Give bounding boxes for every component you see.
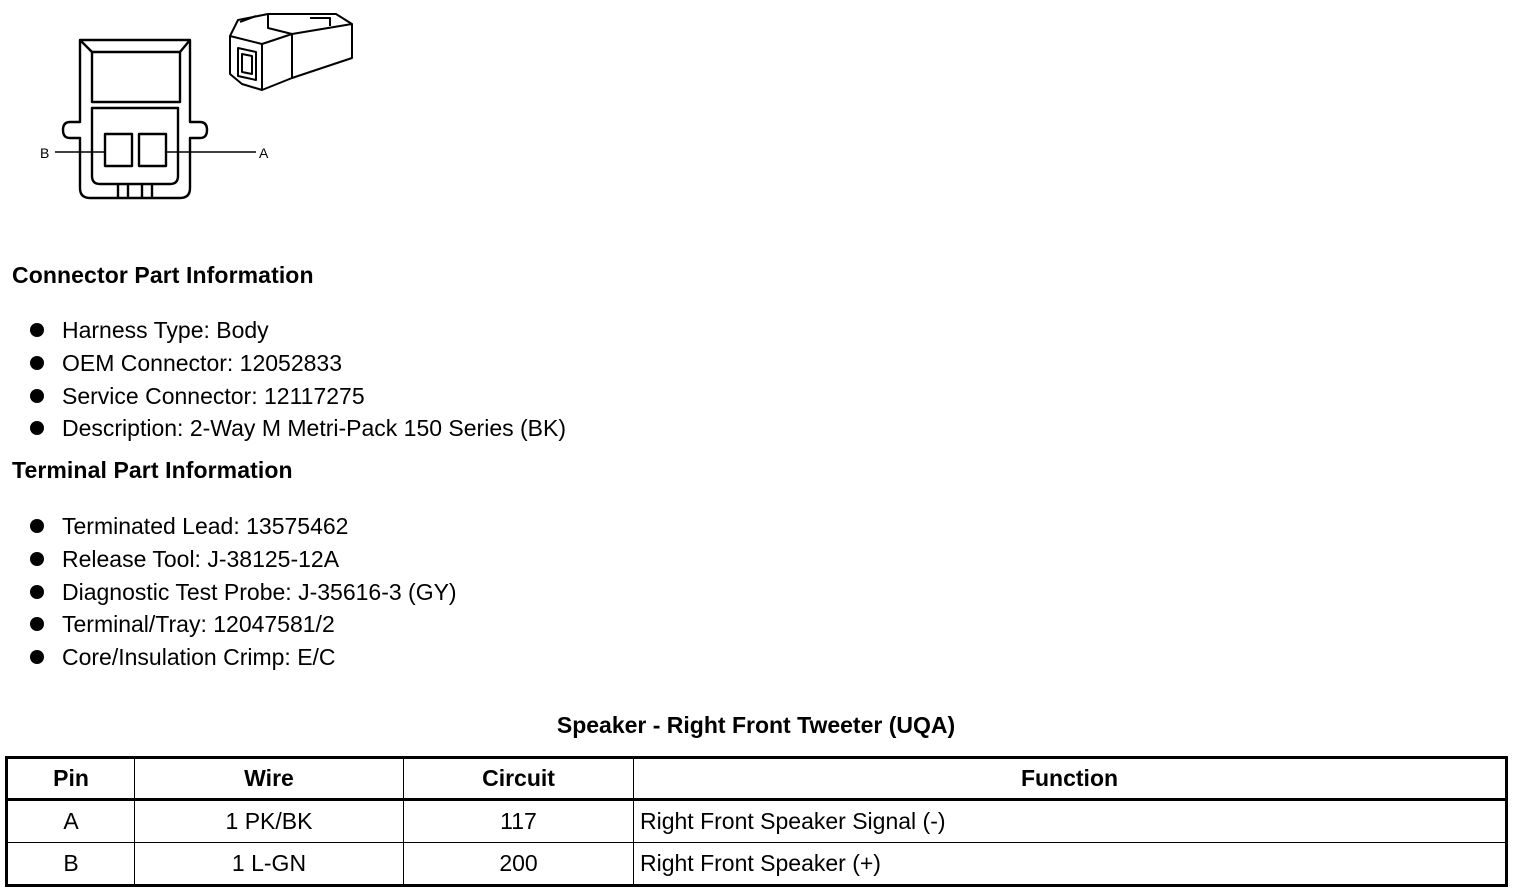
header-pin: Pin bbox=[7, 758, 135, 800]
table-header-row bbox=[7, 758, 1507, 800]
bullet-icon bbox=[30, 585, 44, 599]
cell-circuit: 200 bbox=[404, 843, 634, 886]
list-item: Description: 2-Way M Metri-Pack 150 Series (BK) bbox=[0, 412, 566, 445]
list-item: OEM Connector: 12052833 bbox=[0, 347, 566, 380]
list-item: Harness Type: Body bbox=[0, 314, 566, 347]
cell-pin: A bbox=[7, 800, 135, 843]
bullet-icon bbox=[30, 389, 44, 403]
header-function: Function bbox=[634, 758, 1507, 800]
cell-pin: B bbox=[7, 843, 135, 886]
cell-wire: 1 L-GN bbox=[135, 843, 404, 886]
cell-circuit: 117 bbox=[404, 800, 634, 843]
header-circuit: Circuit bbox=[404, 758, 634, 800]
pin-label-b: B bbox=[40, 145, 50, 161]
list-item: Terminal/Tray: 12047581/2 bbox=[0, 608, 457, 641]
bullet-icon bbox=[30, 519, 44, 533]
connector-isometric-view bbox=[230, 14, 352, 90]
bullet-icon bbox=[30, 552, 44, 566]
table-title: Speaker - Right Front Tweeter (UQA) bbox=[556, 712, 956, 738]
list-item: Core/Insulation Crimp: E/C bbox=[0, 641, 457, 674]
cell-function: Right Front Speaker Signal (-) bbox=[634, 800, 1507, 843]
table-row bbox=[7, 843, 1507, 886]
cell-wire: 1 PK/BK bbox=[135, 800, 404, 843]
connector-face-view bbox=[55, 40, 256, 198]
connector-part-info-list bbox=[0, 314, 566, 445]
bullet-icon bbox=[30, 650, 44, 664]
list-item: Diagnostic Test Probe: J-35616-3 (GY) bbox=[0, 576, 457, 609]
terminal-part-info-heading: Terminal Part Information bbox=[12, 457, 293, 483]
cell-function: Right Front Speaker (+) bbox=[634, 843, 1507, 886]
bullet-icon bbox=[30, 323, 44, 337]
pin-table bbox=[5, 756, 1508, 887]
connector-part-info-heading: Connector Part Information bbox=[12, 262, 314, 288]
bullet-icon bbox=[30, 617, 44, 631]
pin-label-a: A bbox=[259, 145, 269, 161]
terminal-part-info-list bbox=[0, 510, 457, 674]
connector-illustration bbox=[0, 0, 400, 220]
bullet-icon bbox=[30, 356, 44, 370]
bullet-icon bbox=[30, 421, 44, 435]
header-wire: Wire bbox=[135, 758, 404, 800]
list-item: Terminated Lead: 13575462 bbox=[0, 510, 457, 543]
table-row bbox=[7, 800, 1507, 843]
list-item: Release Tool: J-38125-12A bbox=[0, 543, 457, 576]
list-item: Service Connector: 12117275 bbox=[0, 380, 566, 413]
